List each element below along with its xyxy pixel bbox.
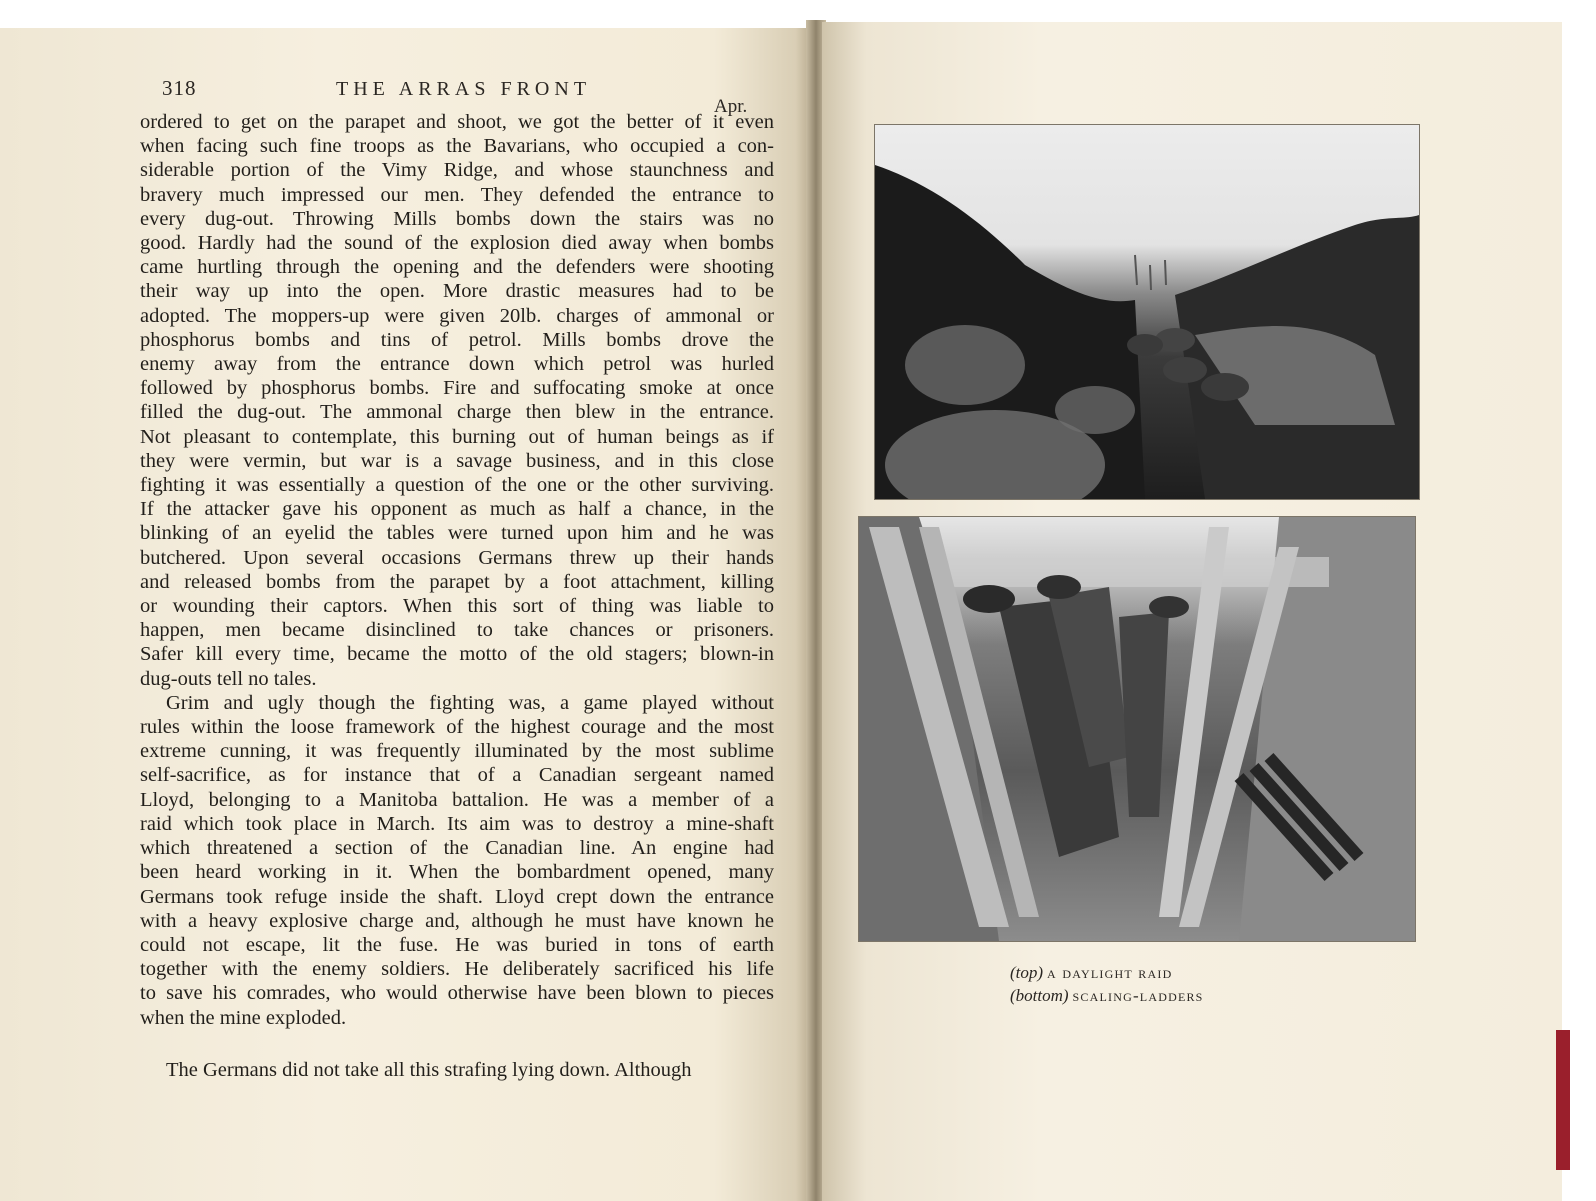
- text-line: dug-outs tell no tales.: [140, 667, 317, 690]
- text-line: phosphorus bombs and tins of petrol. Mills bombs drove the: [140, 328, 774, 351]
- final-text-line: The Germans did not take all this strafing lying down. Although: [166, 1058, 692, 1081]
- text-line: Safer kill every time, became the motto of the old stagers; blown-in: [140, 643, 774, 666]
- text-line: raid which took place in March. Its aim was to destroy a mine-shaft: [140, 812, 774, 835]
- text-line: to save his comrades, who would otherwise have been blown to pieces: [140, 982, 774, 1005]
- text-line: butchered. Upon several occasions Germans threw up their hands: [140, 546, 774, 569]
- text-line: Not pleasant to contemplate, this burning out of human beings as if: [140, 425, 774, 448]
- text-line: ordered to get on the parapet and shoot, we got the better of it even: [140, 111, 774, 133]
- photo-caption: [1010, 962, 1204, 1008]
- text-line: with a heavy explosive charge and, although he must have known he: [140, 909, 774, 932]
- caption-line: [1010, 962, 1204, 985]
- text-line: filled the dug-out. The ammonal charge then blew in the entrance.: [140, 401, 774, 424]
- text-line: together with the enemy soldiers. He deliberately sacrificed his life: [140, 958, 774, 981]
- text-line: which threatened a section of the Canadian line. An engine had: [140, 837, 774, 860]
- text-line: siderable portion of the Vimy Ridge, and whose staunchness and: [140, 159, 774, 182]
- text-line: happen, men became disinclined to take chances or prisoners.: [140, 619, 774, 642]
- body-text: [140, 110, 774, 1082]
- text-line: when facing such fine troops as the Bavarians, who occupied a con-: [140, 135, 774, 158]
- text-line: self-sacrifice, as for instance that of a Canadian sergeant named: [140, 764, 774, 787]
- caption-line: [1010, 985, 1204, 1008]
- text-line: their way up into the open. More drastic measures had to be: [140, 280, 774, 303]
- text-line: Germans took refuge inside the shaft. Lloyd crept down the entrance: [140, 885, 774, 908]
- text-line: extreme cunning, it was frequently illuminated by the most sublime: [140, 740, 774, 763]
- text-line: adopted. The moppers-up were given 20lb. charges of ammonal or: [140, 304, 774, 327]
- text-line: every dug-out. Throwing Mills bombs down the stairs was no: [140, 207, 774, 230]
- text-line: fighting it was essentially a question of the one or the other surviving.: [140, 474, 774, 497]
- photo-scaling-ladders: [858, 516, 1416, 942]
- text-line: been heard working in it. When the bombardment opened, many: [140, 861, 774, 884]
- text-line: came hurtling through the opening and the defenders were shooting: [140, 256, 774, 279]
- margin-date: Apr.: [714, 96, 748, 117]
- page-number: 318: [162, 76, 197, 100]
- text-line: Lloyd, belonging to a Manitoba battalion. He was a member of a: [140, 788, 774, 811]
- book-cover-edge: [1556, 1030, 1570, 1170]
- trench-photo-bottom: [859, 517, 1415, 941]
- caption-label: (top): [1010, 963, 1044, 982]
- running-head-title: THE ARRAS FRONT: [336, 78, 592, 100]
- text-line: followed by phosphorus bombs. Fire and suffocating smoke at once: [140, 377, 774, 400]
- text-line: rules within the loose framework of the highest courage and the most: [140, 716, 774, 739]
- text-line: Grim and ugly though the fighting was, a game played without: [166, 691, 774, 714]
- text-line: bravery much impressed our men. They defended the entrance to: [140, 183, 774, 206]
- caption-label: (bottom): [1010, 986, 1069, 1005]
- running-head: [0, 76, 812, 117]
- text-line: or wounding their captors. When this sort of thing was liable to: [140, 595, 774, 618]
- text-line: good. Hardly had the sound of the explosion died away when bombs: [140, 232, 774, 255]
- text-line: enemy away from the entrance down which petrol was hurled: [140, 353, 774, 376]
- photo-daylight-raid: [874, 124, 1420, 500]
- trench-photo-top: [875, 125, 1419, 499]
- text-line: could not escape, lit the fuse. He was buried in tons of earth: [140, 933, 774, 956]
- text-line: when the mine exploded.: [140, 1006, 347, 1029]
- text-line: they were vermin, but war is a savage business, and in this close: [140, 449, 774, 472]
- text-line: If the attacker gave his opponent as much as half a chance, in the: [140, 498, 774, 521]
- paragraph-gap: [140, 1030, 774, 1058]
- text-line: blinking of an eyelid the tables were turned upon him and he was: [140, 522, 774, 545]
- caption-text: scaling-ladders: [1072, 986, 1204, 1005]
- caption-text: a daylight raid: [1047, 963, 1173, 982]
- text-line: and released bombs from the parapet by a foot attachment, killing: [140, 570, 774, 593]
